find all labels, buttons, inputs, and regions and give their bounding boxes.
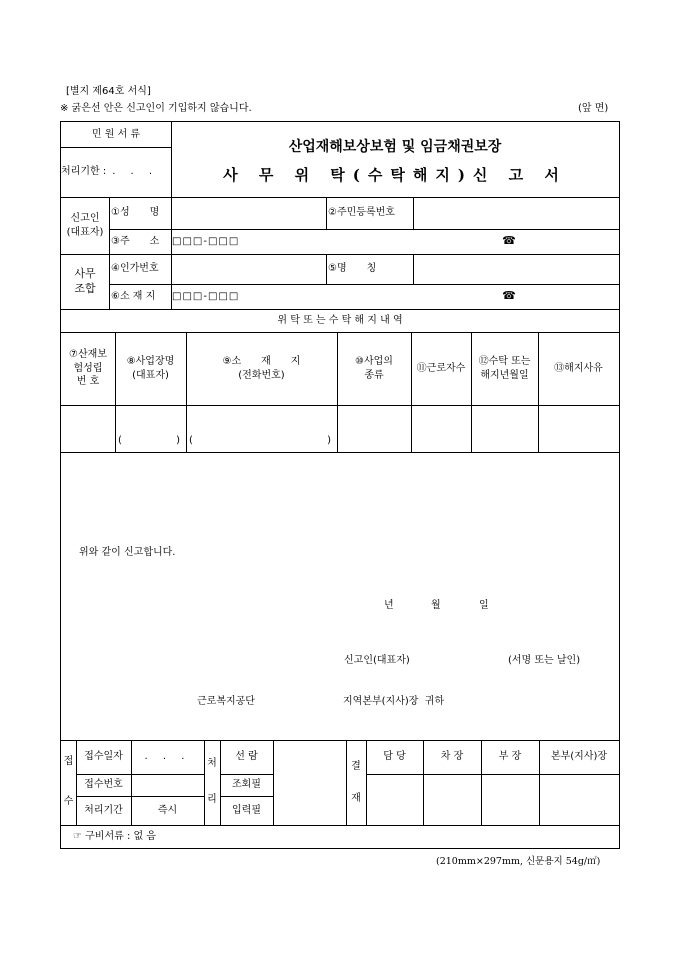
detail-cell-type[interactable] [337,405,411,452]
paren-open: ( [189,434,193,446]
detail-cell-workers[interactable] [411,405,471,452]
month-label: 월 [431,600,441,611]
deadline-label: 처리기한 : [61,166,107,178]
receipt-side-label-bottom: 수 [63,796,74,808]
receipt-number-value[interactable] [131,774,204,796]
approver-staff: 담 당 [383,751,406,763]
title-line-2: 사 무 위 탁(수탁해지)신 고 서 [223,165,567,184]
page-side-label: (앞 면) [578,103,609,114]
union-label: 사무 조합 [74,266,96,295]
location-input[interactable] [172,284,619,309]
sign-or-seal-label: (서명 또는 날인) [508,655,581,666]
name-label: ①성 명 [111,207,160,219]
approver-manager: 부 장 [498,751,522,763]
declaration-statement: 위와 같이 신고합니다. [79,547,176,558]
phone-icon: ☎ [502,234,516,248]
detail-cell-location[interactable] [186,405,337,452]
approval-number-label: ④인가번호 [111,263,159,275]
review-label: 선 람 [235,751,258,763]
paren-close: ) [176,434,180,446]
receipt-side-label-top: 접 [63,756,74,768]
reporter-signature-label: 신고인(대표자) [344,655,410,666]
title-line-1: 산업재해보상보험 및 임금채권보장 [288,138,502,155]
deadline-dots: . . . [112,166,159,178]
resident-number-input[interactable] [414,197,619,229]
deadline-row [61,147,171,197]
phone-icon: ☎ [502,289,516,303]
processing-label-top: 처 [207,758,217,770]
processing-period-label: 처리기간 [84,804,123,816]
paper-spec: (210mm×297mm, 신문용지 54g/㎡) [436,856,601,867]
processing-period-value: 즉시 [157,804,178,816]
approval-stamp-branch-head[interactable] [539,774,619,825]
approval-label: 결 재 [351,760,361,804]
approver-deputy: 차 장 [440,751,464,763]
addressee: 지역본부(지사)장 귀하 [343,696,445,707]
check-label: 조회필 [232,779,261,791]
report-form [60,121,620,849]
location-label: ⑥소 재 지 [111,290,156,302]
processing-label-bottom: 리 [207,794,217,806]
detail-cell-workplace[interactable] [115,405,186,452]
approval-stamp-staff[interactable] [366,774,423,825]
receipt-date-label: 접수일자 [84,751,123,763]
resident-number-label: ②주민등록번호 [328,207,395,219]
postal-code-boxes: □□□-□□□ [172,235,240,247]
column-header: ⑫수탁 또는 해지년월일 [478,356,531,381]
approval-stamp-deputy[interactable] [423,774,481,825]
receipt-date-value[interactable]: . . . [144,751,191,763]
address-input[interactable] [172,229,619,254]
receipt-number-label: 접수번호 [84,779,123,791]
paren-open: ( [118,434,122,446]
day-label: 일 [479,600,489,611]
required-documents: ☞ 구비서류 : 없 음 [73,830,157,842]
address-label: ③주 소 [111,235,160,247]
approval-number-input[interactable] [172,254,325,284]
details-section-title: 위 탁 또 는 수 탁 해 지 내 역 [277,314,403,326]
detail-cell-date[interactable] [471,405,538,452]
column-header: ⑨소 재 지 (전화번호) [222,356,301,381]
union-name-label: ⑤명 칭 [328,263,377,275]
detail-cell-reason[interactable] [538,405,619,452]
approval-stamp-manager[interactable] [481,774,539,825]
agency-name: 근로복지공단 [197,696,255,707]
reporter-label: 신고인 (대표자) [66,213,104,238]
notice-text: ※ 굵은선 안은 신고인이 기입하지 않습니다. [60,103,252,114]
input-label: 입력필 [232,804,261,816]
form-reference: [별지 제64호 서식] [66,86,151,97]
column-header: ⑦산재보 험성립 번 호 [69,349,107,388]
column-header: ⑧사업장명 (대표자) [126,356,175,381]
docs-label: 민 원 서 류 [91,128,141,140]
detail-cell-number[interactable] [61,405,115,452]
year-label: 년 [384,600,394,611]
processing-stamp-area[interactable] [273,740,346,825]
name-input[interactable] [172,197,325,229]
postal-code-boxes: □□□-□□□ [172,290,240,302]
approver-branch-head: 본부(지사)장 [550,751,608,763]
column-header: ⑪근로자수 [416,362,466,374]
paren-close: ) [327,434,331,446]
column-header: ⑬해지사유 [554,362,603,374]
column-header: ⑩사업의 종류 [355,356,393,381]
union-name-input[interactable] [414,254,619,284]
